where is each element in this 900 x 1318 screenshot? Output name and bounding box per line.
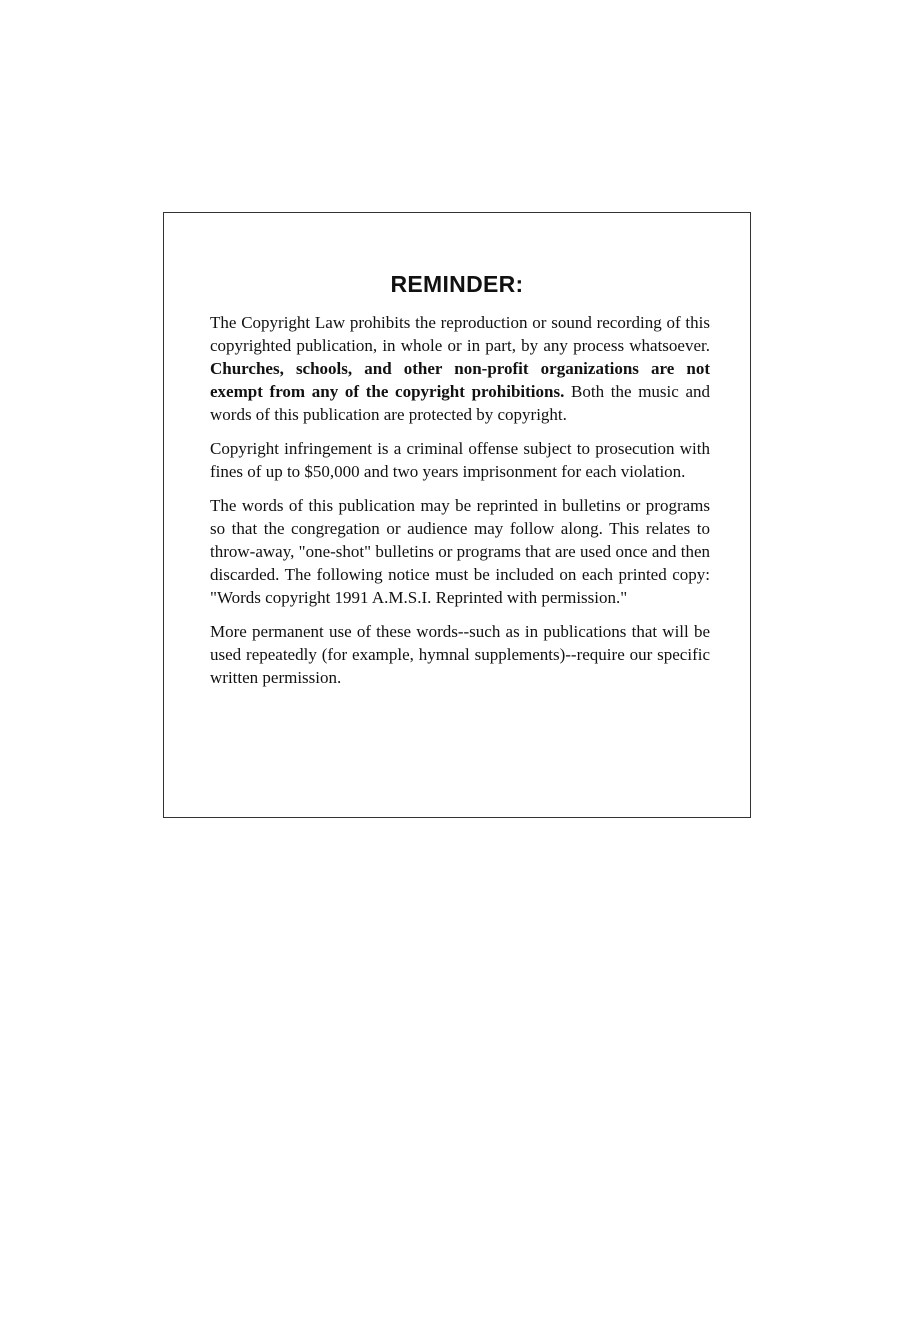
- paragraph-lead-text: The Copyright Law prohibits the reproduction or sound recording of this copyrighted publication, in whole or in part, by any process whatsoever.: [210, 313, 710, 355]
- notice-paragraph-reprint: The words of this publication may be reprinted in bulletins or programs so that the congregation or audience may follow along. This relates to throw-away, "one-shot" bulletins or programs that are used once and then discarded. The following notice must be included on each printed copy: "Words copyright 1991 A.M.S.I. Reprinted with permission.": [210, 496, 710, 607]
- notice-paragraph-permanent-use: More permanent use of these words--such as in publications that will be used repeatedly (for example, hymnal supplements)--require our specific written permission.: [210, 622, 710, 687]
- notice-title: REMINDER:: [390, 271, 524, 297]
- notice-paragraph-copyright-law: [210, 311, 710, 426]
- notice-paragraph-infringement: Copyright infringement is a criminal offense subject to prosecution with fines of up to $50,000 and two years imprisonment for each violation.: [210, 439, 710, 481]
- paragraph-tail-text: Both the music and words of this publication are protected by copyright.: [210, 382, 711, 424]
- reminder-notice-box: [163, 212, 751, 818]
- notice-body: [210, 311, 710, 700]
- paragraph-bold-text: Churches, schools, and other non-profit organizations are not exempt from any of the copyright prohibitions.: [210, 359, 710, 401]
